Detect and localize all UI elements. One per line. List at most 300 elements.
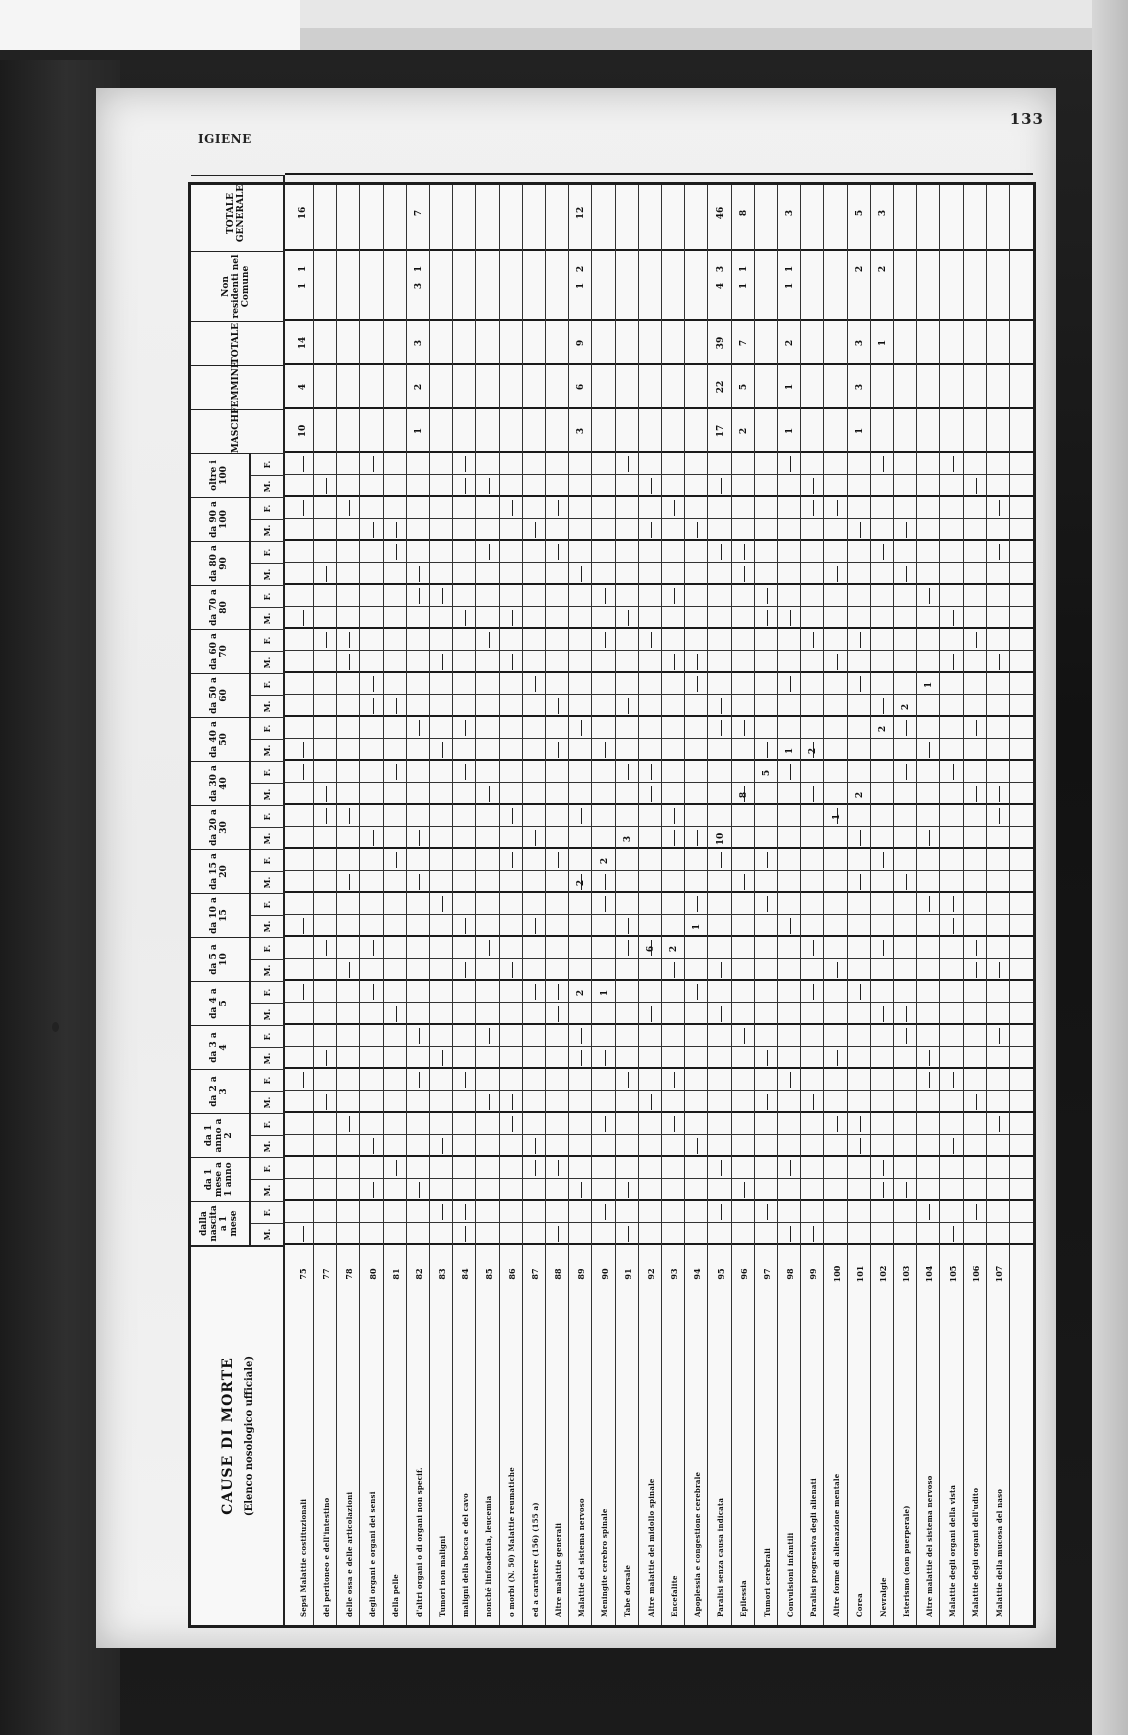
cause-label: ed a carattere (156) (155 a) bbox=[530, 1502, 540, 1617]
empty-cell-dash bbox=[976, 786, 977, 802]
empty-cell-dash bbox=[442, 742, 443, 758]
empty-cell-dash bbox=[929, 830, 930, 846]
empty-cell-dash bbox=[465, 610, 466, 626]
table-column-line bbox=[285, 870, 1033, 871]
empty-cell-dash bbox=[721, 1006, 722, 1022]
empty-cell-dash bbox=[860, 522, 861, 538]
empty-cell-dash bbox=[906, 522, 907, 538]
cause-label: Epilessia bbox=[739, 1580, 749, 1617]
empty-cell-dash bbox=[535, 1138, 536, 1154]
summary-cell-generale: 12 bbox=[576, 206, 587, 220]
empty-cell-dash bbox=[860, 632, 861, 648]
empty-cell-dash bbox=[303, 610, 304, 626]
empty-cell-dash bbox=[349, 500, 350, 516]
table-row-line bbox=[661, 185, 662, 1625]
table-column-line bbox=[285, 1067, 1033, 1069]
empty-cell-dash bbox=[419, 566, 420, 582]
table-column-line bbox=[285, 1134, 1033, 1135]
empty-cell-dash bbox=[442, 1204, 443, 1220]
empty-cell-dash bbox=[303, 500, 304, 516]
table-column-line bbox=[285, 914, 1033, 915]
empty-cell-dash bbox=[651, 1094, 652, 1110]
cause-label: Encefalite bbox=[669, 1575, 679, 1617]
cause-code: 91 bbox=[622, 1268, 633, 1280]
empty-cell-dash bbox=[999, 1116, 1000, 1132]
empty-cell-dash bbox=[767, 852, 768, 868]
summary-cell-generale: 5 bbox=[854, 209, 865, 217]
cause-label: degli organi e organi dei sensi bbox=[368, 1491, 378, 1617]
table-column-line bbox=[285, 803, 1033, 805]
empty-cell-dash bbox=[303, 1072, 304, 1088]
empty-cell-dash bbox=[906, 720, 907, 736]
empty-cell-dash bbox=[674, 1116, 675, 1132]
cause-label: Paralisi senza causa indicata bbox=[716, 1497, 726, 1617]
summary-cell-totale: 14 bbox=[298, 336, 308, 350]
table-row-line bbox=[963, 185, 964, 1625]
empty-cell-dash bbox=[605, 896, 606, 912]
empty-cell-dash bbox=[721, 1204, 722, 1220]
table-row-line bbox=[568, 185, 569, 1625]
empty-cell-dash bbox=[767, 1050, 768, 1066]
cause-code: 84 bbox=[460, 1268, 471, 1280]
summary-cell-femmine: 1 bbox=[785, 383, 796, 391]
empty-cell-dash bbox=[373, 984, 374, 1000]
age-group-header: da 10 a 15 bbox=[191, 893, 251, 937]
table-column-line bbox=[285, 562, 1033, 563]
empty-cell-dash bbox=[860, 676, 861, 692]
empty-cell-dash bbox=[999, 808, 1000, 824]
mortality-table bbox=[188, 182, 1036, 1628]
cause-label: nonché linfoadenia, leucemia bbox=[484, 1495, 494, 1617]
male-subheader: M. bbox=[251, 959, 285, 981]
age-group-header: da 80 a 90 bbox=[191, 541, 251, 585]
cause-label: Apoplessia e congestione cerebrale bbox=[692, 1471, 702, 1617]
empty-cell-dash bbox=[558, 698, 559, 714]
table-row-line bbox=[684, 185, 685, 1625]
cause-code: 96 bbox=[738, 1268, 749, 1280]
empty-cell-dash bbox=[396, 544, 397, 560]
empty-cell-dash bbox=[744, 566, 745, 582]
empty-cell-dash bbox=[512, 500, 513, 516]
cause-label: Sepsi Malattie costituzionali bbox=[298, 1498, 308, 1617]
female-subheader: F. bbox=[251, 1113, 285, 1135]
empty-cell-dash bbox=[628, 940, 629, 956]
cause-code: 95 bbox=[715, 1268, 726, 1280]
empty-cell-dash bbox=[813, 1226, 814, 1242]
empty-cell-dash bbox=[790, 1226, 791, 1242]
cause-code: 78 bbox=[344, 1268, 355, 1280]
empty-cell-dash bbox=[744, 874, 745, 890]
empty-cell-dash bbox=[512, 1094, 513, 1110]
empty-cell-dash bbox=[906, 874, 907, 890]
summary-cell-non-f: 2 bbox=[576, 265, 587, 273]
empty-cell-dash bbox=[628, 918, 629, 934]
cause-label: Nevralgie bbox=[878, 1577, 888, 1617]
empty-cell-dash bbox=[837, 1116, 838, 1132]
empty-cell-dash bbox=[465, 456, 466, 472]
age-group-header: da 1 mese a 1 anno bbox=[191, 1157, 251, 1201]
summary-cell-non_m: 4 bbox=[715, 282, 726, 290]
summary-cell-non-f: 1 bbox=[738, 265, 749, 273]
empty-cell-dash bbox=[744, 1028, 745, 1044]
empty-cell-dash bbox=[883, 1182, 884, 1198]
summary-cell-femmine bbox=[875, 373, 891, 401]
summary-header: TOTALE GENERALE bbox=[191, 175, 285, 251]
table-column-line bbox=[285, 891, 1033, 893]
empty-cell-dash bbox=[373, 940, 374, 956]
empty-cell-dash bbox=[651, 764, 652, 780]
empty-cell-dash bbox=[999, 962, 1000, 978]
empty-cell-dash bbox=[837, 500, 838, 516]
empty-cell-dash bbox=[790, 676, 791, 692]
empty-cell-dash bbox=[326, 1094, 327, 1110]
empty-cell-dash bbox=[419, 1028, 420, 1044]
cause-code: 77 bbox=[321, 1268, 332, 1280]
empty-cell-dash bbox=[697, 654, 698, 670]
empty-cell-dash bbox=[489, 1028, 490, 1044]
empty-cell-dash bbox=[929, 1072, 930, 1088]
female-subheader: F. bbox=[251, 673, 285, 695]
empty-cell-dash bbox=[953, 654, 954, 670]
age-group-header: da 20 a 30 bbox=[191, 805, 251, 849]
female-subheader: F. bbox=[251, 453, 285, 475]
summary-header: Non residenti nel Comune bbox=[191, 251, 285, 321]
document-page bbox=[96, 88, 1056, 1648]
empty-cell-dash bbox=[860, 1138, 861, 1154]
empty-cell-dash bbox=[767, 1204, 768, 1220]
summary-cell-maschi: 3 bbox=[576, 427, 587, 435]
table-row-line bbox=[591, 185, 592, 1625]
cause-code: 94 bbox=[692, 1268, 703, 1280]
empty-cell-dash bbox=[976, 478, 977, 494]
table-column-line bbox=[285, 759, 1033, 761]
empty-cell-dash bbox=[674, 830, 675, 846]
empty-cell-dash bbox=[303, 764, 304, 780]
empty-cell-dash bbox=[837, 962, 838, 978]
cause-label: Convulsioni infantili bbox=[785, 1532, 795, 1617]
age-group-header: da 90 a 100 bbox=[191, 497, 251, 541]
empty-cell-dash bbox=[813, 1094, 814, 1110]
table-column-line bbox=[285, 1111, 1033, 1113]
empty-cell-dash bbox=[721, 698, 722, 714]
summary-cell-maschi: 10 bbox=[298, 424, 308, 438]
empty-cell-dash bbox=[929, 588, 930, 604]
summary-cell-non_m: 1 bbox=[785, 282, 796, 290]
female-subheader: F. bbox=[251, 805, 285, 827]
female-subheader: F. bbox=[251, 585, 285, 607]
summary-cell-non_m: 1 bbox=[738, 282, 749, 290]
table-row-line bbox=[638, 185, 639, 1625]
cause-code: 106 bbox=[970, 1265, 981, 1283]
summary-column-line bbox=[285, 173, 1033, 175]
data-cell-number: 2 bbox=[669, 945, 680, 953]
empty-cell-dash bbox=[442, 654, 443, 670]
empty-cell-dash bbox=[651, 786, 652, 802]
empty-cell-dash bbox=[605, 1204, 606, 1220]
summary-cell-non-f: 1 bbox=[298, 265, 308, 273]
empty-cell-dash bbox=[326, 1050, 327, 1066]
rotated-table-content bbox=[191, 185, 1033, 1625]
empty-cell-dash bbox=[581, 566, 582, 582]
cause-code: 85 bbox=[483, 1268, 494, 1280]
empty-cell-dash bbox=[999, 500, 1000, 516]
age-group-header: dalla nascita a 1 mese bbox=[191, 1201, 251, 1245]
empty-cell-dash bbox=[558, 852, 559, 868]
empty-cell-dash bbox=[465, 720, 466, 736]
cause-label: del peritoneo e dell'intestino bbox=[321, 1497, 331, 1617]
data-cell-number: 2 bbox=[599, 857, 610, 865]
summary-cell-non-f: 1 bbox=[785, 265, 796, 273]
empty-cell-dash bbox=[558, 742, 559, 758]
empty-cell-dash bbox=[349, 654, 350, 670]
data-cell-number: 1 bbox=[831, 813, 842, 821]
empty-cell-dash bbox=[674, 962, 675, 978]
table-column-line bbox=[285, 715, 1033, 717]
empty-cell-dash bbox=[373, 1138, 374, 1154]
empty-cell-dash bbox=[535, 830, 536, 846]
table-row-line bbox=[754, 185, 755, 1625]
table-row-line bbox=[452, 185, 453, 1625]
data-cell-number: 5 bbox=[762, 769, 772, 777]
table-row-line bbox=[823, 185, 824, 1625]
empty-cell-dash bbox=[837, 566, 838, 582]
empty-cell-dash bbox=[883, 544, 884, 560]
data-cell-number: 2 bbox=[854, 791, 865, 799]
summary-cell-non_m: 1 bbox=[298, 282, 308, 290]
empty-cell-dash bbox=[465, 1204, 466, 1220]
table-row-line bbox=[707, 185, 708, 1625]
male-subheader: M. bbox=[251, 563, 285, 585]
empty-cell-dash bbox=[489, 1094, 490, 1110]
empty-cell-dash bbox=[489, 478, 490, 494]
empty-cell-dash bbox=[419, 720, 420, 736]
empty-cell-dash bbox=[697, 896, 698, 912]
empty-cell-dash bbox=[349, 1116, 350, 1132]
female-subheader: F. bbox=[251, 497, 285, 519]
cause-label: Malattie della mucosa del naso bbox=[994, 1488, 1004, 1617]
data-cell-number: 2 bbox=[901, 703, 912, 711]
empty-cell-dash bbox=[326, 632, 327, 648]
empty-cell-dash bbox=[697, 522, 698, 538]
cause-code: 98 bbox=[785, 1268, 796, 1280]
empty-cell-dash bbox=[326, 786, 327, 802]
male-subheader: M. bbox=[251, 695, 285, 717]
cause-label: d'altri organi o di organi non specif. bbox=[414, 1467, 424, 1617]
empty-cell-dash bbox=[535, 522, 536, 538]
empty-cell-dash bbox=[953, 896, 954, 912]
empty-cell-dash bbox=[628, 764, 629, 780]
table-column-line bbox=[285, 539, 1033, 541]
empty-cell-dash bbox=[558, 984, 559, 1000]
empty-cell-dash bbox=[419, 874, 420, 890]
empty-cell-dash bbox=[906, 1028, 907, 1044]
summary-cell-maschi: 2 bbox=[738, 427, 749, 435]
empty-cell-dash bbox=[396, 852, 397, 868]
empty-cell-dash bbox=[883, 456, 884, 472]
empty-cell-dash bbox=[976, 720, 977, 736]
empty-cell-dash bbox=[906, 1006, 907, 1022]
causes-title: CAUSE DI MORTE bbox=[219, 1357, 236, 1515]
male-subheader: M. bbox=[251, 783, 285, 805]
female-subheader: F. bbox=[251, 893, 285, 915]
table-column-line bbox=[285, 847, 1033, 849]
empty-cell-dash bbox=[442, 588, 443, 604]
empty-cell-dash bbox=[581, 808, 582, 824]
empty-cell-dash bbox=[790, 1072, 791, 1088]
empty-cell-dash bbox=[813, 478, 814, 494]
empty-cell-dash bbox=[396, 1006, 397, 1022]
empty-cell-dash bbox=[628, 1072, 629, 1088]
cause-code: 87 bbox=[530, 1268, 540, 1280]
empty-cell-dash bbox=[651, 1006, 652, 1022]
empty-cell-dash bbox=[721, 852, 722, 868]
empty-cell-dash bbox=[512, 808, 513, 824]
empty-cell-dash bbox=[767, 896, 768, 912]
table-row-line bbox=[383, 185, 384, 1625]
empty-cell-dash bbox=[512, 654, 513, 670]
female-subheader: F. bbox=[251, 541, 285, 563]
cause-code: 80 bbox=[367, 1268, 378, 1280]
table-column-line bbox=[285, 979, 1033, 981]
female-subheader: F. bbox=[251, 937, 285, 959]
empty-cell-dash bbox=[605, 1050, 606, 1066]
male-subheader: M. bbox=[251, 607, 285, 629]
summary-cell-non-f: 2 bbox=[878, 265, 888, 273]
table-row-line bbox=[313, 185, 314, 1625]
summary-cell-totale: 39 bbox=[715, 336, 726, 350]
table-row-line bbox=[939, 185, 940, 1625]
empty-cell-dash bbox=[535, 984, 536, 1000]
empty-cell-dash bbox=[303, 984, 304, 1000]
empty-cell-dash bbox=[326, 808, 327, 824]
table-grid bbox=[191, 185, 1033, 1625]
table-row-line bbox=[336, 185, 337, 1625]
table-column-line bbox=[285, 495, 1033, 497]
male-subheader: M. bbox=[251, 1091, 285, 1113]
empty-cell-dash bbox=[512, 962, 513, 978]
cause-code: 105 bbox=[947, 1265, 958, 1283]
summary-cell-generale: 3 bbox=[878, 209, 888, 217]
empty-cell-dash bbox=[953, 1226, 954, 1242]
empty-cell-dash bbox=[581, 1050, 582, 1066]
age-group-header: da 40 a 50 bbox=[191, 717, 251, 761]
empty-cell-dash bbox=[860, 984, 861, 1000]
empty-cell-dash bbox=[999, 544, 1000, 560]
right-scan-band bbox=[1092, 0, 1128, 1735]
empty-cell-dash bbox=[558, 1226, 559, 1242]
empty-cell-dash bbox=[605, 874, 606, 890]
cause-label: Altre malattie del sistema nervoso bbox=[924, 1475, 934, 1617]
empty-cell-dash bbox=[883, 940, 884, 956]
empty-cell-dash bbox=[535, 1160, 536, 1176]
summary-cell-non-f: 1 bbox=[414, 265, 424, 273]
empty-cell-dash bbox=[790, 456, 791, 472]
data-cell-number: 1 bbox=[785, 747, 796, 755]
empty-cell-dash bbox=[651, 522, 652, 538]
empty-cell-dash bbox=[558, 500, 559, 516]
female-subheader: F. bbox=[251, 849, 285, 871]
empty-cell-dash bbox=[373, 1182, 374, 1198]
male-subheader: M. bbox=[251, 475, 285, 497]
data-cell-number: 6 bbox=[646, 945, 656, 953]
age-group-header: da 60 a 70 bbox=[191, 629, 251, 673]
summary-column-line bbox=[285, 451, 1033, 453]
table-column-line bbox=[285, 627, 1033, 629]
summary-cell-maschi: 1 bbox=[414, 427, 424, 435]
empty-cell-dash bbox=[558, 1006, 559, 1022]
table-column-line bbox=[285, 782, 1033, 783]
empty-cell-dash bbox=[929, 1204, 930, 1220]
cause-label: Altre malattie generali bbox=[553, 1522, 563, 1617]
empty-cell-dash bbox=[349, 808, 350, 824]
table-column-line bbox=[285, 1090, 1033, 1091]
table-column-line bbox=[285, 583, 1033, 585]
empty-cell-dash bbox=[697, 676, 698, 692]
empty-cell-dash bbox=[349, 874, 350, 890]
empty-cell-dash bbox=[906, 1182, 907, 1198]
empty-cell-dash bbox=[581, 1028, 582, 1044]
cause-code: 81 bbox=[390, 1268, 401, 1280]
cause-label: maligni della bocca e del cavo bbox=[460, 1493, 470, 1617]
table-column-line bbox=[285, 1155, 1033, 1157]
cause-label: Tumori cerebrali bbox=[762, 1547, 772, 1617]
empty-cell-dash bbox=[442, 896, 443, 912]
summary-header: TOTALE bbox=[191, 321, 285, 365]
summary-header: FEMMINE bbox=[191, 365, 285, 409]
summary-column-line bbox=[285, 407, 1033, 409]
table-row-line bbox=[847, 185, 848, 1625]
empty-cell-dash bbox=[349, 632, 350, 648]
empty-cell-dash bbox=[605, 1116, 606, 1132]
age-group-header: da 30 a 40 bbox=[191, 761, 251, 805]
summary-column-line bbox=[285, 363, 1033, 365]
cause-code: 75 bbox=[298, 1268, 308, 1280]
empty-cell-dash bbox=[605, 742, 606, 758]
empty-cell-dash bbox=[721, 1160, 722, 1176]
table-row-line bbox=[615, 185, 616, 1625]
empty-cell-dash bbox=[837, 654, 838, 670]
empty-cell-dash bbox=[581, 720, 582, 736]
summary-cell-totale: 3 bbox=[854, 339, 865, 347]
male-subheader: M. bbox=[251, 739, 285, 761]
male-subheader: M. bbox=[251, 1135, 285, 1157]
empty-cell-dash bbox=[697, 1138, 698, 1154]
table-column-line bbox=[285, 935, 1033, 937]
summary-column-line bbox=[285, 319, 1033, 321]
table-row-line bbox=[406, 185, 407, 1625]
empty-cell-dash bbox=[953, 918, 954, 934]
female-subheader: F. bbox=[251, 1157, 285, 1179]
empty-cell-dash bbox=[349, 962, 350, 978]
summary-cell-non_m: 3 bbox=[414, 282, 424, 290]
empty-cell-dash bbox=[837, 1050, 838, 1066]
empty-cell-dash bbox=[419, 1182, 420, 1198]
summary-cell-maschi: 1 bbox=[785, 427, 796, 435]
empty-cell-dash bbox=[628, 1182, 629, 1198]
empty-cell-dash bbox=[929, 1050, 930, 1066]
summary-cell-generale: 3 bbox=[785, 209, 796, 217]
empty-cell-dash bbox=[651, 632, 652, 648]
summary-header: MASCHI bbox=[191, 409, 285, 453]
male-subheader: M. bbox=[251, 827, 285, 849]
cause-code: 100 bbox=[831, 1265, 842, 1283]
female-subheader: F. bbox=[251, 1201, 285, 1223]
empty-cell-dash bbox=[790, 1160, 791, 1176]
empty-cell-dash bbox=[465, 918, 466, 934]
male-subheader: M. bbox=[251, 1003, 285, 1025]
empty-cell-dash bbox=[674, 500, 675, 516]
cause-code: 86 bbox=[506, 1268, 517, 1280]
